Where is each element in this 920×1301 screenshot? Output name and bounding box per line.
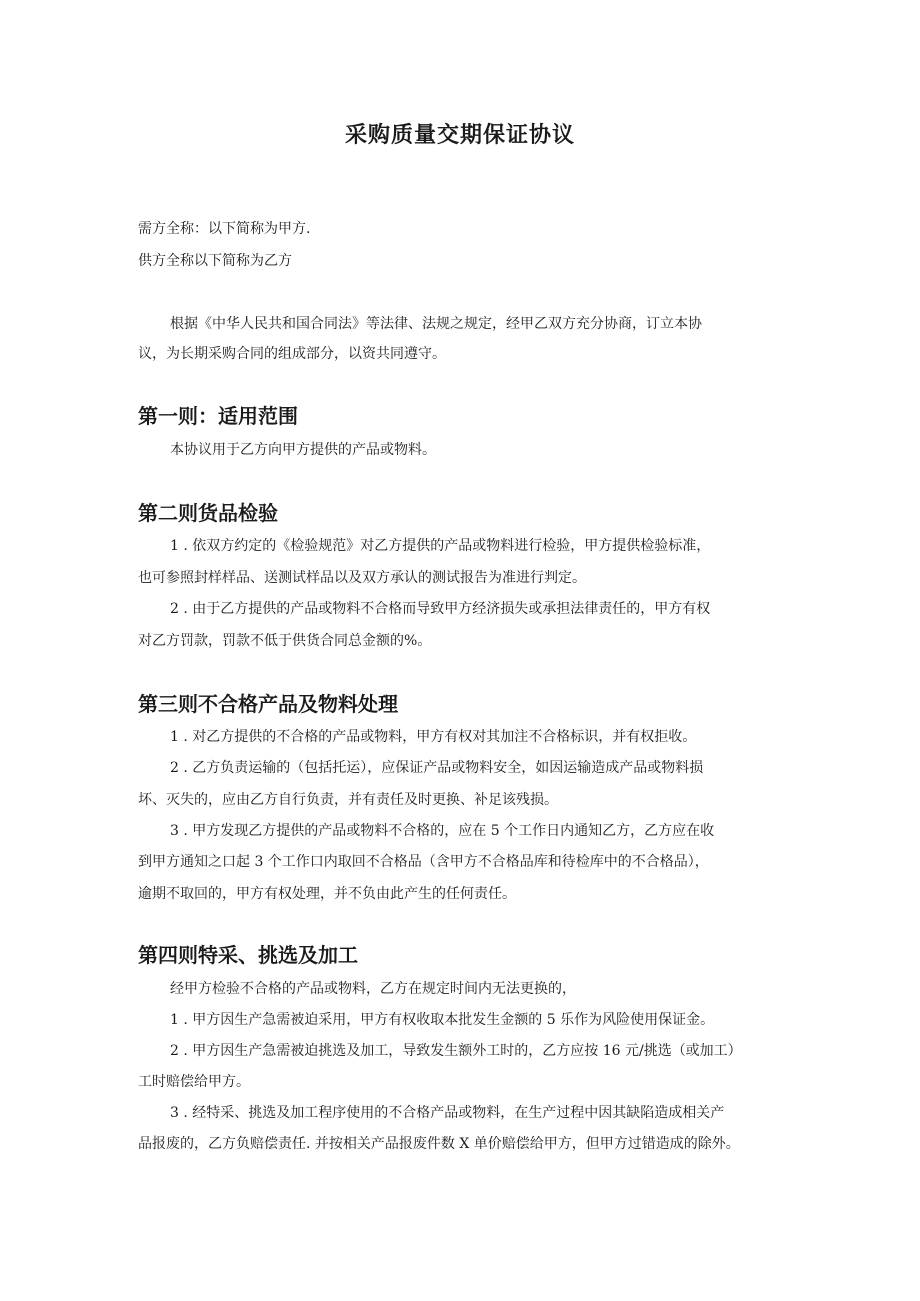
section-4-heading: 第四则特采、挑选及加工	[138, 943, 358, 967]
section-2-item-2-line-2: 对乙方罚款，罚款不低于供货合同总金额的%。	[138, 633, 432, 649]
section-4-item-3-line-2: 品报废的，乙方负赔偿责任. 并按相关产品报废件数 X 单价赔偿给甲方，但甲方过错造成的除外。	[138, 1136, 740, 1152]
section-3-item-3-line-3: 逾期不取回的，甲方有权处理，并不负由此产生的任何责任。	[138, 886, 516, 902]
section-2-item-2-line-1: 2 . 由于乙方提供的产品或物料不合格而导致甲方经济损失或承担法律责任的，甲方有权	[170, 601, 711, 617]
section-2-heading: 第二则货品检验	[138, 501, 278, 525]
buyer-line: 需方全称：以下简称为甲方.	[138, 221, 311, 237]
section-4-item-1: 1 . 甲方因生产急需被迫采用，甲方有权收取本批发生金额的 5 乐作为风险使用保证金。	[170, 1012, 715, 1028]
section-4-item-2-line-1: 2 . 甲方因生产急需被迫挑选及加工，导致发生额外工时的，乙方应按 16 元/挑选（或加工）	[170, 1043, 742, 1059]
section-4-item-3-line-1: 3 . 经特采、挑选及加工程序使用的不合格产品或物料，在生产过程中因其缺陷造成相关产	[170, 1105, 725, 1121]
preamble-line-2: 议，为长期采购合同的组成部分，以资共同遵守。	[138, 346, 446, 362]
section-1-heading: 第一则：适用范围	[138, 404, 298, 428]
section-1-text: 本协议用于乙方向甲方提供的产品或物料。	[170, 442, 436, 458]
section-2-item-1-line-2: 也可参照封样样品、送测试样品以及双方承认的测试报告为准进行判定。	[138, 570, 586, 586]
section-3-item-2-line-2: 坏、灭失的，应由乙方自行负责，并有责任及时更换、补足该残损。	[138, 792, 558, 808]
section-3-heading: 第三则不合格产品及物料处理	[138, 692, 398, 716]
preamble-line-1: 根据《中华人民共和国合同法》等法律、法规之规定，经甲乙双方充分协商，订立本协	[170, 316, 702, 332]
section-4-item-2-line-2: 工时赔偿给甲方。	[138, 1074, 250, 1090]
section-3-item-3-line-1: 3 . 甲方发现乙方提供的产品或物料不合格的，应在 5 个工作日内通知乙方，乙方应在收	[170, 823, 715, 839]
section-3-item-2-line-1: 2 . 乙方负责运输的（包括托运），应保证产品或物料安全，如因运输造成产品或物料损	[170, 760, 704, 776]
section-4-intro: 经甲方检验不合格的产品或物料，乙方在规定时间内无法更换的，	[170, 981, 576, 997]
section-2-item-1-line-1: 1 . 依双方约定的《检验规范》对乙方提供的产品或物料进行检验，甲方提供检验标准，	[170, 538, 711, 554]
section-3-item-1: 1 . 对乙方提供的不合格的产品或物料，甲方有权对其加注不合格标识，并有权拒收。	[170, 729, 697, 745]
supplier-line: 供方全称以下简称为乙方	[138, 253, 292, 269]
document-title: 采购质量交期保证协议	[344, 123, 575, 148]
section-3-item-3-line-2: 到甲方通知之口起 3 个工作口内取回不合格品（含甲方不合格品库和待检库中的不合格品），	[138, 854, 709, 870]
